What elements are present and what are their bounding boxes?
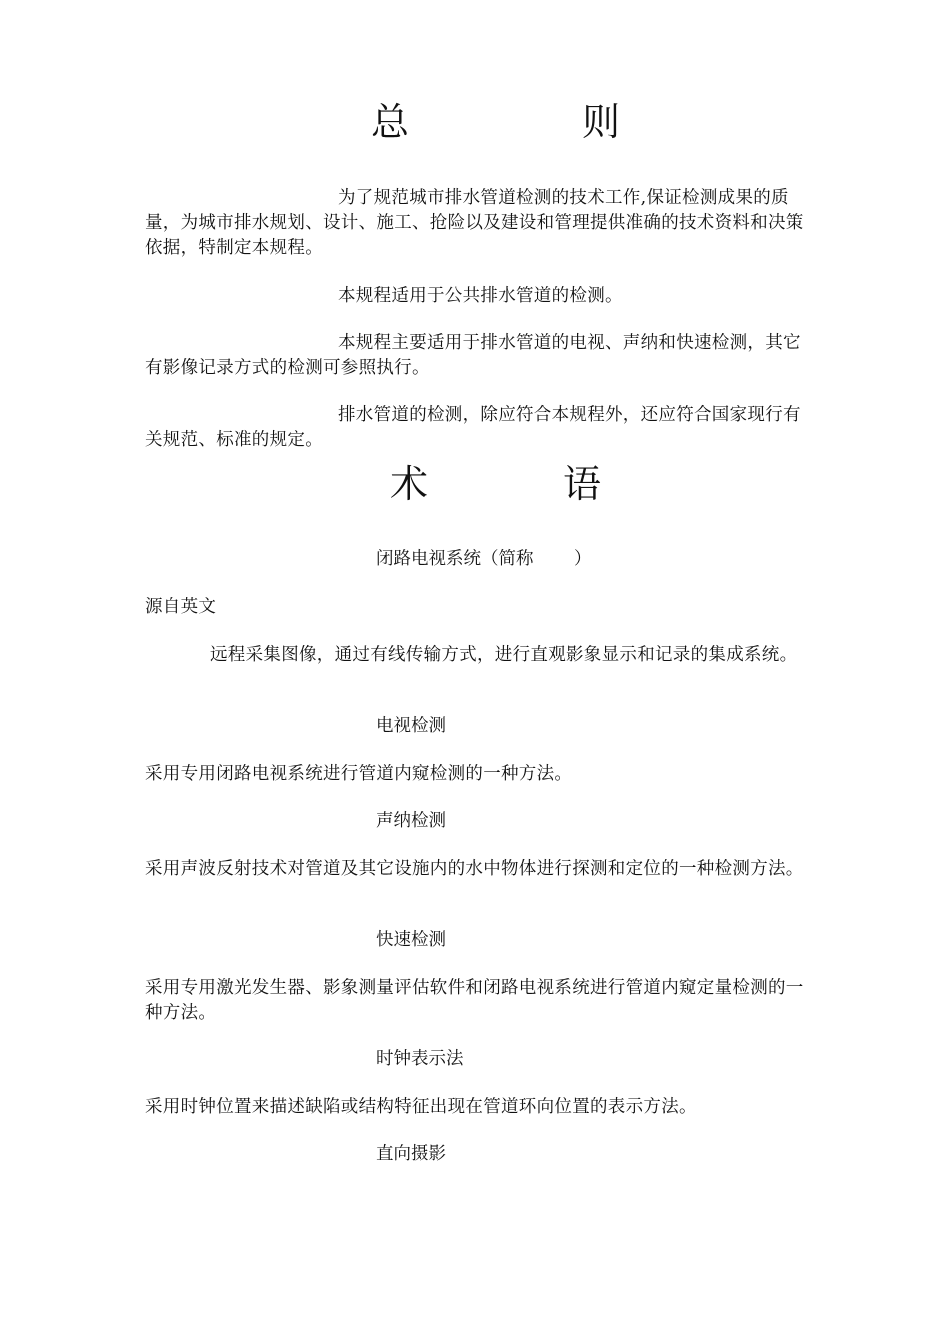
section-heading-general-right: 则 (582, 100, 621, 144)
term-quick-inspection-definition: 采用专用激光发生器、影象测量评估软件和闭路电视系统进行管道内窥定量检测的一种方法。 (145, 978, 804, 1023)
term-title-tv-inspection: 电视检测 (376, 716, 446, 736)
term-clock-notation-definition: 采用时钟位置来描述缺陷或结构特征出现在管道环向位置的表示方法。 (145, 1097, 697, 1117)
section-heading-terms-left: 术 (390, 462, 429, 506)
term-title-sonar-inspection: 声纳检测 (376, 811, 446, 831)
term-cctv-definition: 远程采集图像，通过有线传输方式，进行直观影象显示和记录的集成系统。 (210, 645, 798, 665)
term-title-direct-photography: 直向摄影 (376, 1144, 446, 1164)
section-heading-general-left: 总 (371, 100, 410, 144)
general-paragraph-2: 本规程适用于公共排水管道的检测。 (338, 286, 623, 306)
term-title-clock-notation: 时钟表示法 (376, 1049, 464, 1069)
general-paragraph-1: 为了规范城市排水管道检测的技术工作,保证检测成果的质量，为城市排水规划、设计、施工、抢险以及建设和管理提供准确的技术资料和决策依据，特制定本规程。 (145, 188, 804, 258)
term-sonar-inspection-definition: 采用声波反射技术对管道及其它设施内的水中物体进行探测和定位的一种检测方法。 (145, 859, 804, 879)
term-title-quick-inspection: 快速检测 (376, 930, 446, 950)
general-paragraph-3: 本规程主要适用于排水管道的电视、声纳和快速检测，其它有影像记录方式的检测可参照执行。 (145, 333, 801, 378)
term-cctv-origin: 源自英文 (145, 597, 217, 617)
general-paragraph-4: 排水管道的检测，除应符合本规程外，还应符合国家现行有关规范、标准的规定。 (145, 405, 801, 450)
term-tv-inspection-definition: 采用专用闭路电视系统进行管道内窥检测的一种方法。 (145, 764, 573, 784)
term-title-cctv: 闭路电视系统（简称 ） (376, 549, 592, 569)
section-heading-terms-right: 语 (563, 462, 602, 506)
